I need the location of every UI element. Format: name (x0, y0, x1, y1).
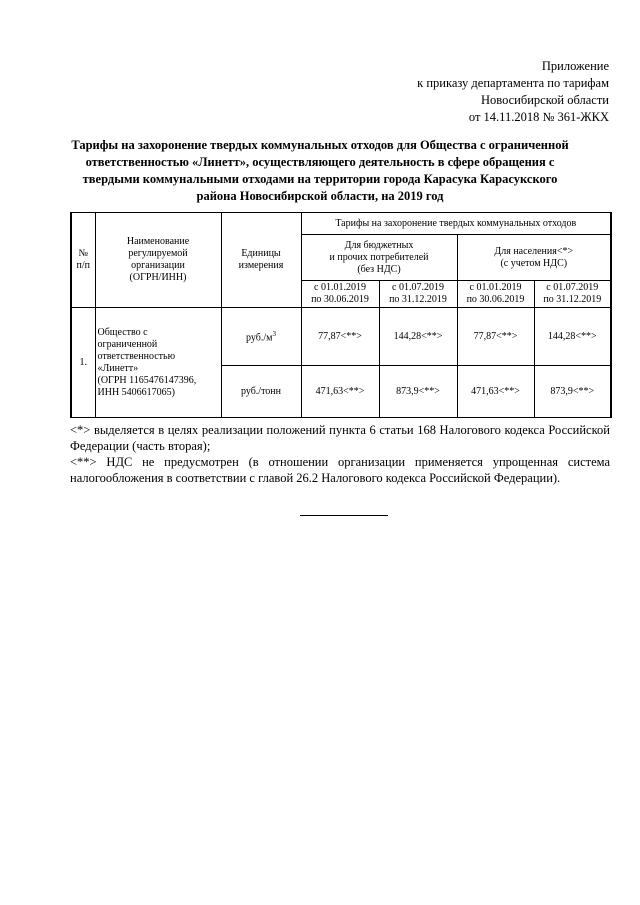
period-header: с 01.01.2019 по 30.06.2019 (301, 281, 379, 308)
title-line: ответственностью «Линетт», осуществляющего деятельность в сфере обращения с (85, 155, 555, 169)
tariff-value: 144,28<**> (534, 308, 611, 366)
title-line: района Новосибирской области, на 2019 год (196, 189, 444, 203)
footnote: <**> НДС не предусмотрен (в отношении организации применяется упрощенная система налогообложения в соответствии с главой 26.2 Налогового кодекса Российской Федерации). (70, 455, 610, 485)
appendix-line: Новосибирской области (480, 93, 609, 107)
tariff-value: 471,63<**> (301, 366, 379, 418)
appendix-line: Приложение (541, 59, 609, 73)
appendix-header (417, 58, 609, 126)
col-header-tariffs: Тарифы на захоронение твердых коммунальных отходов (301, 213, 611, 235)
period-header: с 01.07.2019 по 31.12.2019 (379, 281, 457, 308)
tariff-value: 873,9<**> (379, 366, 457, 418)
period-header: с 01.01.2019 по 30.06.2019 (457, 281, 534, 308)
footnote: <*> выделяется в целях реализации положений пункта 6 статьи 168 Налогового кодекса Российской Федерации (часть вторая); (70, 423, 610, 453)
footnotes (70, 422, 610, 486)
col-header-units: Единицы измерения (221, 213, 301, 308)
period-header: с 01.07.2019 по 31.12.2019 (534, 281, 611, 308)
group-header-population: Для населения<*> (с учетом НДС) (457, 235, 611, 281)
tariff-value: 144,28<**> (379, 308, 457, 366)
document-title (70, 137, 570, 205)
unit-cell: руб./тонн (221, 366, 301, 418)
title-line: Тарифы на захоронение твердых коммунальных отходов для Общества с ограниченной (71, 138, 569, 152)
title-line: твердыми коммунальными отходами на территории города Карасука Карасукского (82, 172, 558, 186)
appendix-line: к приказу департамента по тарифам (417, 76, 609, 90)
organization-cell: Общество с ограниченной ответственностью «Линетт» (ОГРН 1165476147396, ИНН 5406617065) (95, 308, 221, 418)
tariff-value: 77,87<**> (457, 308, 534, 366)
col-header-organization: Наименование регулируемой организации (ОГРН/ИНН) (95, 213, 221, 308)
row-number: 1. (71, 308, 95, 418)
appendix-line: от 14.11.2018 № 361-ЖКХ (468, 110, 609, 124)
unit-cell: $руб./м^3$ (221, 308, 301, 366)
tariff-value: 77,87<**> (301, 308, 379, 366)
tariffs-table (70, 212, 612, 418)
group-header-budget: Для бюджетных и прочих потребителей (без НДС) (301, 235, 457, 281)
tariff-value: 471,63<**> (457, 366, 534, 418)
tariff-value: 873,9<**> (534, 366, 611, 418)
col-header-number: № п/п (71, 213, 95, 308)
separator-line (300, 515, 388, 516)
